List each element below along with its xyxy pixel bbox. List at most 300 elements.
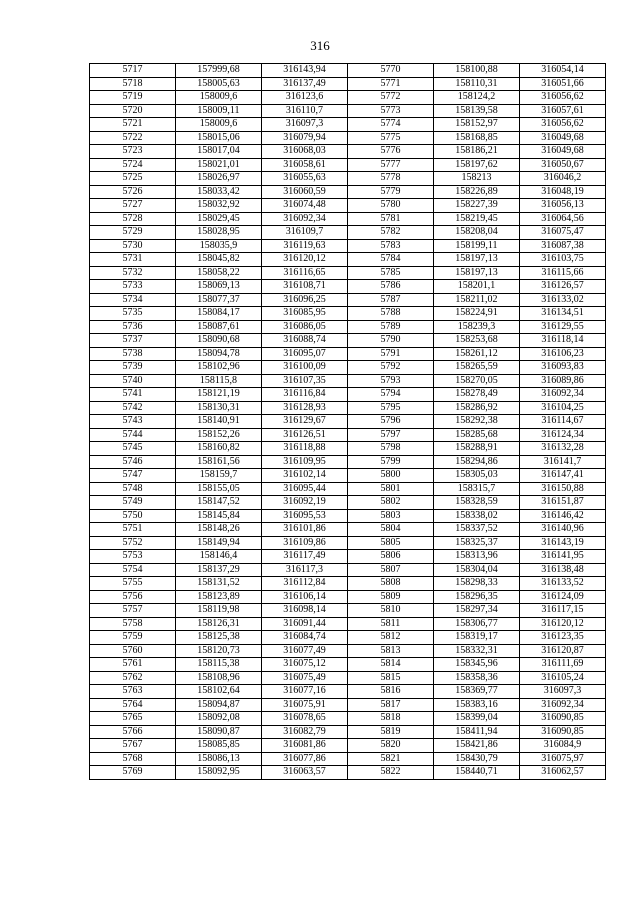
x-coordinate-right: 158208,04 — [434, 226, 520, 240]
y-coordinate-right: 316049,68 — [520, 145, 606, 159]
table-row — [90, 158, 606, 172]
y-coordinate-right: 316050,67 — [520, 158, 606, 172]
y-coordinate-right: 316075,47 — [520, 226, 606, 240]
point-number-left: 5722 — [90, 131, 176, 145]
x-coordinate-right: 158421,86 — [434, 739, 520, 753]
point-number-right: 5779 — [348, 185, 434, 199]
y-coordinate-left: 316095,53 — [262, 509, 348, 523]
page-number: 316 — [310, 38, 330, 53]
x-coordinate-left: 158125,38 — [176, 631, 262, 645]
point-number-left: 5747 — [90, 469, 176, 483]
x-coordinate-right: 158285,68 — [434, 428, 520, 442]
y-coordinate-right: 316117,15 — [520, 604, 606, 618]
point-number-left: 5755 — [90, 577, 176, 591]
y-coordinate-right: 316120,87 — [520, 644, 606, 658]
point-number-right: 5798 — [348, 442, 434, 456]
point-number-right: 5782 — [348, 226, 434, 240]
y-coordinate-right: 316134,51 — [520, 307, 606, 321]
point-number-right: 5777 — [348, 158, 434, 172]
table-row — [90, 725, 606, 739]
y-coordinate-right: 316147,41 — [520, 469, 606, 483]
y-coordinate-right: 316146,42 — [520, 509, 606, 523]
x-coordinate-right: 158239,3 — [434, 320, 520, 334]
table-row — [90, 550, 606, 564]
y-coordinate-right: 316051,66 — [520, 77, 606, 91]
x-coordinate-left: 158161,56 — [176, 455, 262, 469]
x-coordinate-left: 158115,8 — [176, 374, 262, 388]
table-row — [90, 64, 606, 78]
table-row — [90, 496, 606, 510]
table-row — [90, 739, 606, 753]
y-coordinate-right: 316057,61 — [520, 104, 606, 118]
x-coordinate-left: 158087,61 — [176, 320, 262, 334]
table-row — [90, 631, 606, 645]
point-number-left: 5721 — [90, 118, 176, 132]
x-coordinate-right: 158197,13 — [434, 266, 520, 280]
point-number-right: 5800 — [348, 469, 434, 483]
point-number-right: 5806 — [348, 550, 434, 564]
y-coordinate-right: 316141,7 — [520, 455, 606, 469]
table-row — [90, 617, 606, 631]
x-coordinate-right: 158411,94 — [434, 725, 520, 739]
table-row — [90, 671, 606, 685]
x-coordinate-right: 158213 — [434, 172, 520, 186]
y-coordinate-left: 316126,51 — [262, 428, 348, 442]
x-coordinate-left: 158149,94 — [176, 536, 262, 550]
table-row — [90, 293, 606, 307]
x-coordinate-right: 158306,77 — [434, 617, 520, 631]
point-number-right: 5808 — [348, 577, 434, 591]
y-coordinate-left: 316077,86 — [262, 752, 348, 766]
y-coordinate-right: 316132,28 — [520, 442, 606, 456]
y-coordinate-left: 316116,65 — [262, 266, 348, 280]
table-row — [90, 442, 606, 456]
y-coordinate-left: 316092,34 — [262, 212, 348, 226]
point-number-right: 5776 — [348, 145, 434, 159]
x-coordinate-left: 158102,96 — [176, 361, 262, 375]
point-number-left: 5750 — [90, 509, 176, 523]
x-coordinate-right: 158219,45 — [434, 212, 520, 226]
x-coordinate-left: 158092,95 — [176, 766, 262, 780]
point-number-right: 5815 — [348, 671, 434, 685]
x-coordinate-right: 158199,11 — [434, 239, 520, 253]
y-coordinate-left: 316102,14 — [262, 469, 348, 483]
x-coordinate-right: 158296,35 — [434, 590, 520, 604]
x-coordinate-right: 158399,04 — [434, 712, 520, 726]
point-number-right: 5807 — [348, 563, 434, 577]
x-coordinate-left: 158152,26 — [176, 428, 262, 442]
x-coordinate-left: 158015,06 — [176, 131, 262, 145]
point-number-right: 5794 — [348, 388, 434, 402]
y-coordinate-right: 316062,57 — [520, 766, 606, 780]
y-coordinate-right: 316111,69 — [520, 658, 606, 672]
point-number-left: 5729 — [90, 226, 176, 240]
point-number-left: 5762 — [90, 671, 176, 685]
x-coordinate-right: 158110,31 — [434, 77, 520, 91]
point-number-right: 5792 — [348, 361, 434, 375]
y-coordinate-left: 316108,71 — [262, 280, 348, 294]
y-coordinate-right: 316090,85 — [520, 725, 606, 739]
x-coordinate-left: 158145,84 — [176, 509, 262, 523]
x-coordinate-right: 158328,59 — [434, 496, 520, 510]
point-number-left: 5728 — [90, 212, 176, 226]
x-coordinate-right: 158294,86 — [434, 455, 520, 469]
point-number-left: 5759 — [90, 631, 176, 645]
y-coordinate-left: 316112,84 — [262, 577, 348, 591]
y-coordinate-left: 316079,94 — [262, 131, 348, 145]
x-coordinate-left: 158115,38 — [176, 658, 262, 672]
y-coordinate-left: 316098,14 — [262, 604, 348, 618]
table-row — [90, 307, 606, 321]
point-number-right: 5819 — [348, 725, 434, 739]
y-coordinate-right: 316048,19 — [520, 185, 606, 199]
y-coordinate-left: 316077,16 — [262, 685, 348, 699]
x-coordinate-right: 158286,92 — [434, 401, 520, 415]
point-number-left: 5746 — [90, 455, 176, 469]
point-number-right: 5809 — [348, 590, 434, 604]
point-number-left: 5749 — [90, 496, 176, 510]
y-coordinate-left: 316128,93 — [262, 401, 348, 415]
x-coordinate-left: 158146,4 — [176, 550, 262, 564]
y-coordinate-right: 316097,3 — [520, 685, 606, 699]
x-coordinate-left: 158140,91 — [176, 415, 262, 429]
y-coordinate-right: 316124,34 — [520, 428, 606, 442]
y-coordinate-left: 316058,61 — [262, 158, 348, 172]
x-coordinate-left: 158148,26 — [176, 523, 262, 537]
x-coordinate-right: 158253,68 — [434, 334, 520, 348]
x-coordinate-left: 158009,6 — [176, 91, 262, 105]
table-row — [90, 145, 606, 159]
x-coordinate-right: 158168,85 — [434, 131, 520, 145]
x-coordinate-right: 158186,21 — [434, 145, 520, 159]
x-coordinate-right: 158297,34 — [434, 604, 520, 618]
point-number-left: 5734 — [90, 293, 176, 307]
point-number-right: 5789 — [348, 320, 434, 334]
y-coordinate-right: 316151,87 — [520, 496, 606, 510]
point-number-left: 5742 — [90, 401, 176, 415]
y-coordinate-left: 316097,3 — [262, 118, 348, 132]
y-coordinate-right: 316056,62 — [520, 91, 606, 105]
x-coordinate-right: 158152,97 — [434, 118, 520, 132]
x-coordinate-right: 158139,58 — [434, 104, 520, 118]
y-coordinate-right: 316093,83 — [520, 361, 606, 375]
point-number-left: 5752 — [90, 536, 176, 550]
y-coordinate-left: 316092,19 — [262, 496, 348, 510]
x-coordinate-right: 158304,04 — [434, 563, 520, 577]
point-number-right: 5811 — [348, 617, 434, 631]
point-number-left: 5769 — [90, 766, 176, 780]
point-number-right: 5790 — [348, 334, 434, 348]
y-coordinate-left: 316060,59 — [262, 185, 348, 199]
point-number-right: 5781 — [348, 212, 434, 226]
x-coordinate-left: 158045,82 — [176, 253, 262, 267]
point-number-left: 5751 — [90, 523, 176, 537]
point-number-left: 5748 — [90, 482, 176, 496]
point-number-right: 5814 — [348, 658, 434, 672]
point-number-left: 5732 — [90, 266, 176, 280]
y-coordinate-left: 316117,49 — [262, 550, 348, 564]
table-row — [90, 347, 606, 361]
point-number-right: 5799 — [348, 455, 434, 469]
x-coordinate-left: 158119,98 — [176, 604, 262, 618]
point-number-left: 5727 — [90, 199, 176, 213]
x-coordinate-left: 158160,82 — [176, 442, 262, 456]
y-coordinate-right: 316105,24 — [520, 671, 606, 685]
y-coordinate-right: 316103,75 — [520, 253, 606, 267]
point-number-left: 5743 — [90, 415, 176, 429]
point-number-right: 5822 — [348, 766, 434, 780]
x-coordinate-left: 158069,13 — [176, 280, 262, 294]
y-coordinate-left: 316143,94 — [262, 64, 348, 78]
x-coordinate-left: 158094,78 — [176, 347, 262, 361]
point-number-left: 5764 — [90, 698, 176, 712]
point-number-right: 5801 — [348, 482, 434, 496]
x-coordinate-right: 158227,39 — [434, 199, 520, 213]
x-coordinate-left: 158131,52 — [176, 577, 262, 591]
y-coordinate-right: 316118,14 — [520, 334, 606, 348]
x-coordinate-left: 158029,45 — [176, 212, 262, 226]
point-number-left: 5739 — [90, 361, 176, 375]
y-coordinate-right: 316138,48 — [520, 563, 606, 577]
point-number-right: 5817 — [348, 698, 434, 712]
y-coordinate-left: 316109,95 — [262, 455, 348, 469]
y-coordinate-right: 316089,86 — [520, 374, 606, 388]
x-coordinate-right: 158383,16 — [434, 698, 520, 712]
table-row — [90, 118, 606, 132]
y-coordinate-right: 316056,62 — [520, 118, 606, 132]
x-coordinate-right: 158332,31 — [434, 644, 520, 658]
y-coordinate-right: 316075,97 — [520, 752, 606, 766]
point-number-right: 5797 — [348, 428, 434, 442]
point-number-left: 5731 — [90, 253, 176, 267]
y-coordinate-left: 316078,65 — [262, 712, 348, 726]
x-coordinate-left: 158009,6 — [176, 118, 262, 132]
y-coordinate-left: 316075,91 — [262, 698, 348, 712]
y-coordinate-right: 316092,34 — [520, 388, 606, 402]
x-coordinate-right: 158313,96 — [434, 550, 520, 564]
x-coordinate-left: 158137,29 — [176, 563, 262, 577]
x-coordinate-right: 158298,33 — [434, 577, 520, 591]
point-number-left: 5738 — [90, 347, 176, 361]
point-number-right: 5774 — [348, 118, 434, 132]
point-number-left: 5724 — [90, 158, 176, 172]
table-row — [90, 212, 606, 226]
x-coordinate-right: 158270,05 — [434, 374, 520, 388]
x-coordinate-left: 158126,31 — [176, 617, 262, 631]
x-coordinate-left: 158108,96 — [176, 671, 262, 685]
x-coordinate-right: 158338,02 — [434, 509, 520, 523]
table-row — [90, 334, 606, 348]
y-coordinate-right: 316143,19 — [520, 536, 606, 550]
x-coordinate-left: 158085,85 — [176, 739, 262, 753]
y-coordinate-right: 316124,09 — [520, 590, 606, 604]
point-number-right: 5783 — [348, 239, 434, 253]
y-coordinate-right: 316150,88 — [520, 482, 606, 496]
point-number-left: 5735 — [90, 307, 176, 321]
y-coordinate-left: 316110,7 — [262, 104, 348, 118]
y-coordinate-right: 316123,35 — [520, 631, 606, 645]
table-row — [90, 226, 606, 240]
table-row — [90, 266, 606, 280]
table-row — [90, 766, 606, 780]
table-row — [90, 644, 606, 658]
table-row — [90, 590, 606, 604]
point-number-right: 5795 — [348, 401, 434, 415]
y-coordinate-right: 316046,2 — [520, 172, 606, 186]
table-row — [90, 523, 606, 537]
point-number-right: 5785 — [348, 266, 434, 280]
x-coordinate-right: 158265,59 — [434, 361, 520, 375]
table-row — [90, 104, 606, 118]
table-row — [90, 253, 606, 267]
x-coordinate-right: 158430,79 — [434, 752, 520, 766]
x-coordinate-right: 158197,13 — [434, 253, 520, 267]
y-coordinate-right: 316133,02 — [520, 293, 606, 307]
y-coordinate-left: 316109,86 — [262, 536, 348, 550]
y-coordinate-left: 316063,57 — [262, 766, 348, 780]
y-coordinate-left: 316086,05 — [262, 320, 348, 334]
point-number-left: 5767 — [90, 739, 176, 753]
table-row — [90, 604, 606, 618]
y-coordinate-left: 316074,48 — [262, 199, 348, 213]
x-coordinate-right: 158315,7 — [434, 482, 520, 496]
y-coordinate-left: 316106,14 — [262, 590, 348, 604]
point-number-left: 5725 — [90, 172, 176, 186]
y-coordinate-left: 316101,86 — [262, 523, 348, 537]
table-row — [90, 415, 606, 429]
y-coordinate-right: 316120,12 — [520, 617, 606, 631]
point-number-left: 5723 — [90, 145, 176, 159]
table-row — [90, 172, 606, 186]
x-coordinate-right: 158278,49 — [434, 388, 520, 402]
y-coordinate-left: 316129,67 — [262, 415, 348, 429]
x-coordinate-right: 158345,96 — [434, 658, 520, 672]
x-coordinate-left: 158032,92 — [176, 199, 262, 213]
x-coordinate-left: 158120,73 — [176, 644, 262, 658]
table-row — [90, 388, 606, 402]
x-coordinate-left: 158092,08 — [176, 712, 262, 726]
table-row — [90, 199, 606, 213]
x-coordinate-right: 158197,62 — [434, 158, 520, 172]
x-coordinate-left: 158021,01 — [176, 158, 262, 172]
point-number-left: 5768 — [90, 752, 176, 766]
x-coordinate-left: 158147,52 — [176, 496, 262, 510]
x-coordinate-right: 158226,89 — [434, 185, 520, 199]
x-coordinate-left: 158009,11 — [176, 104, 262, 118]
y-coordinate-right: 316087,38 — [520, 239, 606, 253]
x-coordinate-right: 158440,71 — [434, 766, 520, 780]
y-coordinate-right: 316064,56 — [520, 212, 606, 226]
x-coordinate-right: 158369,77 — [434, 685, 520, 699]
y-coordinate-left: 316055,63 — [262, 172, 348, 186]
x-coordinate-right: 158261,12 — [434, 347, 520, 361]
y-coordinate-left: 316068,03 — [262, 145, 348, 159]
point-number-right: 5770 — [348, 64, 434, 78]
point-number-left: 5765 — [90, 712, 176, 726]
x-coordinate-right: 158325,37 — [434, 536, 520, 550]
table-row — [90, 698, 606, 712]
point-number-left: 5717 — [90, 64, 176, 78]
y-coordinate-left: 316107,35 — [262, 374, 348, 388]
x-coordinate-right: 158288,91 — [434, 442, 520, 456]
x-coordinate-left: 158130,31 — [176, 401, 262, 415]
point-number-right: 5816 — [348, 685, 434, 699]
y-coordinate-left: 316137,49 — [262, 77, 348, 91]
y-coordinate-left: 316100,09 — [262, 361, 348, 375]
y-coordinate-left: 316085,95 — [262, 307, 348, 321]
table-row — [90, 374, 606, 388]
x-coordinate-left: 158017,04 — [176, 145, 262, 159]
y-coordinate-left: 316081,86 — [262, 739, 348, 753]
x-coordinate-left: 157999,68 — [176, 64, 262, 78]
table-row — [90, 563, 606, 577]
y-coordinate-right: 316054,14 — [520, 64, 606, 78]
point-number-left: 5730 — [90, 239, 176, 253]
point-number-right: 5787 — [348, 293, 434, 307]
point-number-left: 5763 — [90, 685, 176, 699]
table-row — [90, 509, 606, 523]
x-coordinate-left: 158086,13 — [176, 752, 262, 766]
point-number-right: 5786 — [348, 280, 434, 294]
point-number-right: 5803 — [348, 509, 434, 523]
y-coordinate-right: 316084,9 — [520, 739, 606, 753]
table-row — [90, 482, 606, 496]
point-number-left: 5760 — [90, 644, 176, 658]
coordinates-table — [89, 63, 606, 780]
y-coordinate-left: 316116,84 — [262, 388, 348, 402]
point-number-left: 5736 — [90, 320, 176, 334]
point-number-left: 5740 — [90, 374, 176, 388]
y-coordinate-right: 316140,96 — [520, 523, 606, 537]
point-number-right: 5778 — [348, 172, 434, 186]
point-number-left: 5745 — [90, 442, 176, 456]
x-coordinate-left: 158090,68 — [176, 334, 262, 348]
point-number-left: 5718 — [90, 77, 176, 91]
y-coordinate-left: 316077,49 — [262, 644, 348, 658]
point-number-right: 5820 — [348, 739, 434, 753]
x-coordinate-right: 158211,02 — [434, 293, 520, 307]
point-number-left: 5758 — [90, 617, 176, 631]
table-row — [90, 401, 606, 415]
table-row — [90, 320, 606, 334]
table-row — [90, 91, 606, 105]
x-coordinate-left: 158077,37 — [176, 293, 262, 307]
y-coordinate-right: 316104,25 — [520, 401, 606, 415]
x-coordinate-right: 158201,1 — [434, 280, 520, 294]
x-coordinate-left: 158090,87 — [176, 725, 262, 739]
y-coordinate-right: 316133,52 — [520, 577, 606, 591]
y-coordinate-left: 316095,44 — [262, 482, 348, 496]
point-number-right: 5813 — [348, 644, 434, 658]
point-number-left: 5757 — [90, 604, 176, 618]
point-number-right: 5771 — [348, 77, 434, 91]
point-number-left: 5726 — [90, 185, 176, 199]
x-coordinate-right: 158319,17 — [434, 631, 520, 645]
x-coordinate-left: 158159,7 — [176, 469, 262, 483]
table-row — [90, 428, 606, 442]
coordinates-table-body — [90, 64, 606, 780]
point-number-right: 5812 — [348, 631, 434, 645]
point-number-left: 5756 — [90, 590, 176, 604]
table-row — [90, 239, 606, 253]
point-number-right: 5810 — [348, 604, 434, 618]
y-coordinate-left: 316109,7 — [262, 226, 348, 240]
y-coordinate-left: 316096,25 — [262, 293, 348, 307]
point-number-left: 5719 — [90, 91, 176, 105]
y-coordinate-left: 316095,07 — [262, 347, 348, 361]
point-number-right: 5791 — [348, 347, 434, 361]
point-number-right: 5788 — [348, 307, 434, 321]
